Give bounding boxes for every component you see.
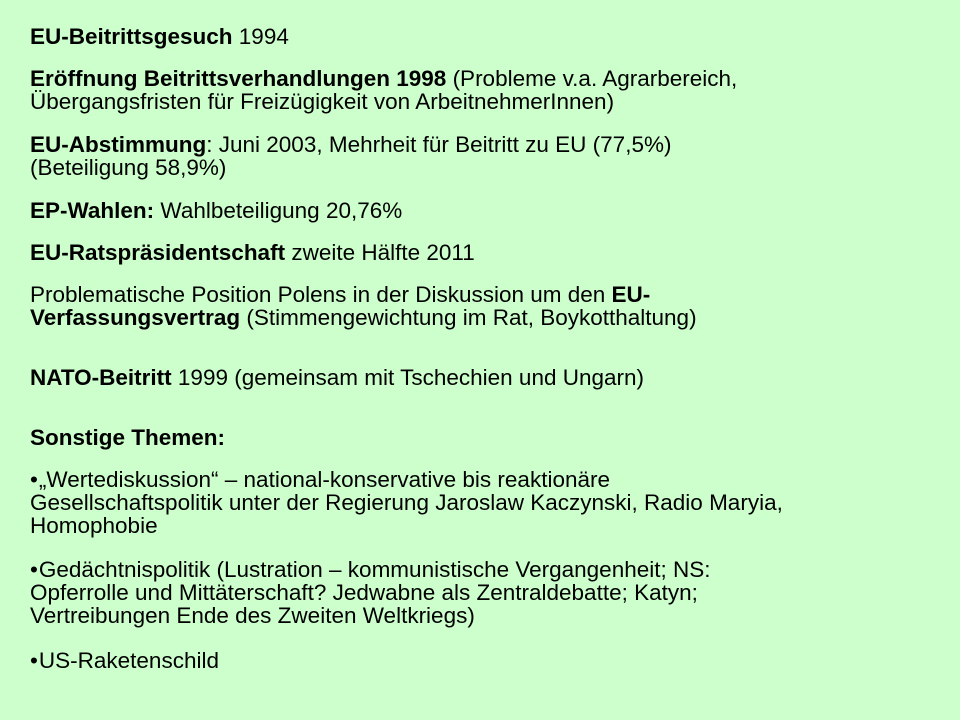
bullet-gedaechtnispolitik bbox=[30, 558, 940, 627]
text-verfassungsvertrag-pre: Problematische Position Polens in der Diskussion um den bbox=[30, 282, 612, 307]
text-ratspraesidentschaft: zweite Hälfte 2011 bbox=[285, 240, 475, 265]
text-abstimmung: : Juni 2003, Mehrheit für Beitritt zu EU (77,5%) bbox=[206, 132, 672, 157]
heading-ratspraesidentschaft: EU-Ratspräsidentschaft bbox=[30, 240, 286, 265]
bullet-gedaechtnispolitik-line3: Vertreibungen Ende des Zweiten Weltkriegs) bbox=[30, 603, 475, 628]
text-verhandlungen: (Probleme v.a. Agrarbereich, bbox=[446, 66, 738, 91]
bullet-wertediskussion-line1: „Wertediskussion“ – national-konservative bis reaktionäre bbox=[38, 467, 610, 492]
paragraph-beitrittsgesuch bbox=[30, 25, 940, 48]
text-beitrittsgesuch: 1994 bbox=[232, 24, 289, 49]
bullet-icon: • bbox=[30, 557, 38, 582]
bullet-wertediskussion-line2: Gesellschaftspolitik unter der Regierung Jaroslaw Kaczynski, Radio Maryia, bbox=[30, 490, 783, 515]
heading-verfassungsvertrag-part2: Verfassungsvertrag bbox=[30, 305, 241, 330]
heading-abstimmung: EU-Abstimmung bbox=[30, 132, 207, 157]
bullet-raketenschild bbox=[30, 649, 940, 672]
bullet-icon: • bbox=[30, 467, 38, 492]
text-verfassungsvertrag: (Stimmengewichtung im Rat, Boykotthaltung) bbox=[240, 305, 697, 330]
bullet-raketenschild-line1: US-Raketenschild bbox=[38, 648, 219, 673]
heading-verfassungsvertrag-part1: EU- bbox=[611, 282, 651, 307]
paragraph-verhandlungen bbox=[30, 67, 940, 113]
heading-beitrittsgesuch: EU-Beitrittsgesuch bbox=[30, 24, 233, 49]
heading-nato: NATO-Beitritt bbox=[30, 365, 172, 390]
text-abstimmung-line2: (Beteiligung 58,9%) bbox=[30, 155, 227, 180]
heading-ep-wahlen: EP-Wahlen: bbox=[30, 198, 155, 223]
paragraph-ep-wahlen bbox=[30, 199, 940, 222]
paragraph-abstimmung bbox=[30, 133, 940, 179]
paragraph-ratspraesidentschaft bbox=[30, 241, 940, 264]
bullet-gedaechtnispolitik-line1: Gedächtnispolitik (Lustration – kommunistische Vergangenheit; NS: bbox=[38, 557, 711, 582]
paragraph-nato bbox=[30, 366, 940, 389]
bullet-gedaechtnispolitik-line2: Opferrolle und Mittäterschaft? Jedwabne als Zentraldebatte; Katyn; bbox=[30, 580, 698, 605]
text-ep-wahlen: Wahlbeteiligung 20,76% bbox=[154, 198, 403, 223]
bullet-wertediskussion bbox=[30, 468, 940, 537]
heading-sonstige-themen: Sonstige Themen: bbox=[30, 425, 226, 450]
bullet-wertediskussion-line3: Homophobie bbox=[30, 513, 158, 538]
bullet-icon: • bbox=[30, 648, 38, 673]
heading-verhandlungen: Eröffnung Beitrittsverhandlungen 1998 bbox=[30, 66, 447, 91]
paragraph-verfassungsvertrag bbox=[30, 283, 940, 329]
text-nato: 1999 (gemeinsam mit Tschechien und Ungarn) bbox=[171, 365, 645, 390]
paragraph-sonstige-themen bbox=[30, 426, 940, 449]
text-verhandlungen-line2: Übergangsfristen für Freizügigkeit von ArbeitnehmerInnen) bbox=[30, 89, 615, 114]
